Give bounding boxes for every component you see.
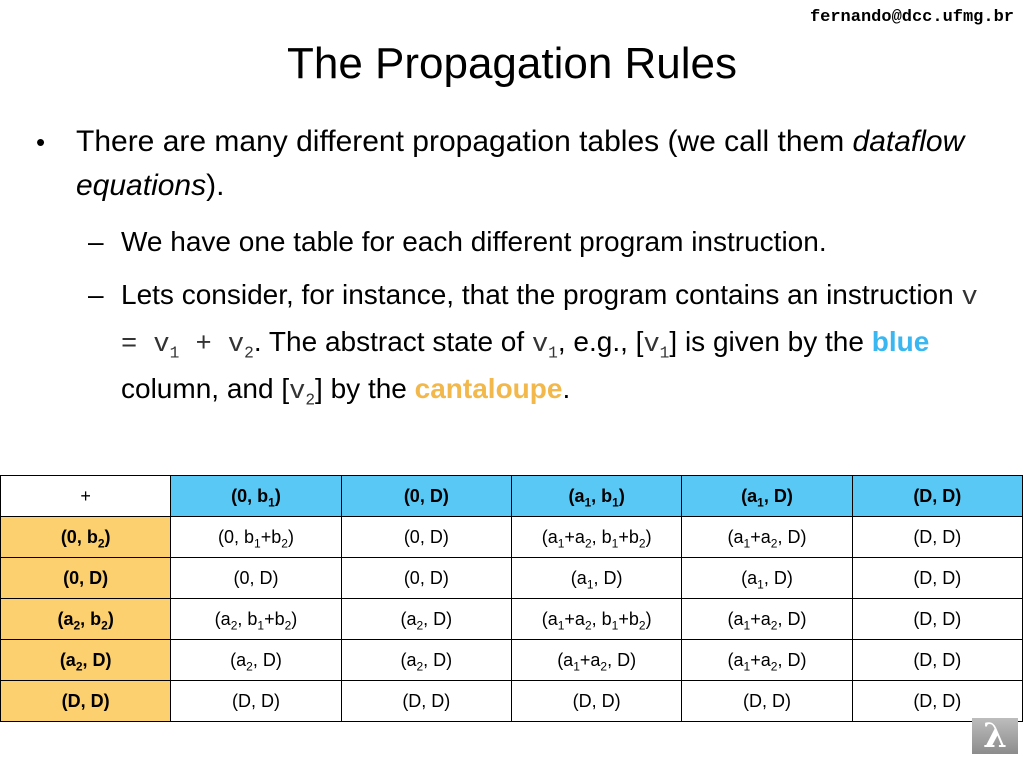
row-header: (0, $b_2$) [1, 517, 171, 558]
table-header-row [1, 476, 1023, 517]
sub-bullet-text [121, 273, 1008, 414]
code-text: + v [179, 330, 245, 360]
text-run: There are many different propagation tables (we call them [76, 125, 853, 158]
table-cell: ($a_1+a_2$, D) [682, 640, 852, 681]
column-header: (0, D) [341, 476, 511, 517]
code-run [643, 330, 670, 363]
table-cell: ($a_2$, D) [341, 599, 511, 640]
text-run: ] by the [315, 373, 415, 404]
row-header: (D, D) [1, 681, 171, 722]
table-cell: (0, D) [171, 558, 341, 599]
table-cell: (0, D) [341, 558, 511, 599]
table-cell: ($a_1+a_2$, D) [511, 640, 681, 681]
table-cell: ($a_2$, D) [341, 640, 511, 681]
table-cell: (D, D) [852, 681, 1022, 722]
dash-icon: – [88, 279, 104, 310]
slide-title: The Propagation Rules [286, 39, 738, 88]
table-cell: ($a_2$, D) [171, 640, 341, 681]
text-run: . The abstract state of [253, 326, 532, 357]
table-cell: ($a_1+a_2$, D) [682, 517, 852, 558]
bullet-text [76, 120, 996, 208]
sub-bullet-2 [88, 273, 1008, 414]
propagation-table [0, 475, 1023, 722]
table-cell: ($a_1+a_2$, $b_1+b_2$) [511, 517, 681, 558]
table-row [1, 517, 1023, 558]
text-run: ] is given by the [669, 326, 872, 357]
column-header: (0, $b_1$) [171, 476, 341, 517]
bullet-level1 [36, 120, 996, 208]
table-cell: (0, $b_1+b_2$) [171, 517, 341, 558]
table-cell: (D, D) [852, 640, 1022, 681]
subscript: 1 [548, 344, 558, 363]
table-cell: (D, D) [852, 517, 1022, 558]
code-text: v [643, 330, 660, 360]
emphasis-text: dataflow equations [76, 125, 965, 202]
code-text: v [289, 377, 306, 407]
subscript: 1 [169, 344, 180, 363]
column-header: ($a_1$, $b_1$) [511, 476, 681, 517]
table-cell: ($a_2$, $b_1+b_2$) [171, 599, 341, 640]
column-header: ($a_1$, D) [682, 476, 852, 517]
code-text: v = v [121, 283, 978, 360]
code-text: v [531, 330, 549, 360]
table-cell: (D, D) [341, 681, 511, 722]
table-row [1, 640, 1023, 681]
bullet-dot-icon: • [36, 127, 46, 157]
table-cell: (D, D) [171, 681, 341, 722]
cantaloupe-highlight: cantaloupe [414, 373, 563, 404]
table-row [1, 599, 1023, 640]
table-cell: ($a_1+a_2$, $b_1+b_2$) [511, 599, 681, 640]
table-cell: (D, D) [682, 681, 852, 722]
author-email: fernando@dcc.ufmg.br [809, 8, 1014, 27]
table-cell: (D, D) [852, 599, 1022, 640]
blue-highlight: blue [871, 326, 930, 357]
lambda-logo-icon: λ [972, 718, 1018, 754]
table-row [1, 558, 1023, 599]
code-run [289, 377, 316, 410]
table-cell: (0, D) [341, 517, 511, 558]
text-run: . [562, 373, 571, 404]
row-header: ($a_2$, D) [1, 640, 171, 681]
table-cell: (D, D) [511, 681, 681, 722]
table-cell: ($a_1$, D) [511, 558, 681, 599]
subscript: 2 [305, 391, 316, 410]
row-header: ($a_2$, $b_2$) [1, 599, 171, 640]
row-header: (0, D) [1, 558, 171, 599]
table-cell: ($a_1$, D) [682, 558, 852, 599]
table-row [1, 681, 1023, 722]
table-corner-operator: + [1, 476, 171, 517]
subscript: 2 [244, 344, 254, 363]
text-run: , e.g., [ [557, 326, 644, 357]
subscript: 1 [659, 344, 670, 363]
text-run: column, and [ [121, 373, 290, 404]
column-header: (D, D) [852, 476, 1022, 517]
text-run: ). [206, 169, 225, 202]
sub-bullet-text: We have one table for each different program instruction. [121, 226, 827, 257]
text-run: Lets consider, for instance, that the program contains an instruction [121, 279, 962, 310]
dash-icon: – [88, 226, 104, 257]
table-cell: (D, D) [852, 558, 1022, 599]
code-run [531, 330, 558, 363]
table-cell: ($a_1+a_2$, D) [682, 599, 852, 640]
sub-bullet-1 [88, 220, 1008, 263]
